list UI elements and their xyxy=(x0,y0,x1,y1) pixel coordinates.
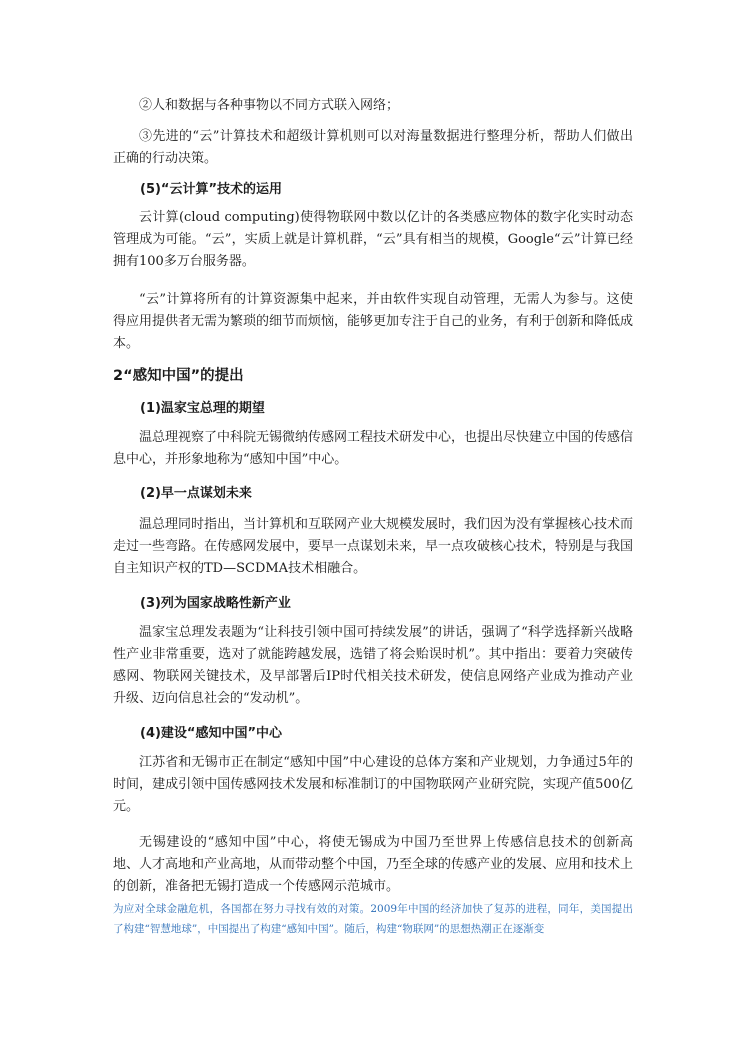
heading-cloud-computing: (5)“云计算”技术的运用 xyxy=(140,182,283,197)
paragraph-strategic-industry: 温家宝总理发表题为“让科技引领中国可持续发展”的讲话，强调了“科学选择新兴战略性产业非常重要，选对了就能跨越发展，选错了将会贻误时机”。其中指出：要着力突破传感网、物联网关键技术，及早部署后IP时代相关技术研发，使信息网络产业成为推动产业升级、迈向信息社会的“发动机”。 xyxy=(113,625,633,706)
heading-strategic-industry: (3)列为国家战略性新产业 xyxy=(140,596,291,611)
heading-premier-expectation: (1)温家宝总理的期望 xyxy=(140,401,265,416)
paragraph-cloud-management: “云”计算将所有的计算资源集中起来，并由软件实现自动管理，无需人为参与。这使得应用提供者无需为繁琐的细节而烦恼，能够更加专注于自己的业务，有利于创新和降低成本。 xyxy=(113,292,634,351)
paragraph-premier-visit: 温总理视察了中科院无锡微纳传感网工程技术研发中心，也提出尽快建立中国的传感信息中心，并形象地称为“感知中国”中心。 xyxy=(113,430,634,467)
paragraph-item-2: ②人和数据与各种事物以不同方式联入网络； xyxy=(139,98,400,113)
heading-build-center: (4)建设“感知中国”中心 xyxy=(140,726,283,741)
paragraph-wuxi-center: 无锡建设的“感知中国”中心，将使无锡成为中国乃至世界上传感信息技术的创新高地、人才高地和产业高地，从而带动整个中国，乃至全球的传感产业的发展、应用和技术上的创新，准备把无锡打造成一个传感网示范城市。 xyxy=(113,835,634,894)
heading-plan-future: (2)早一点谋划未来 xyxy=(140,486,252,501)
paragraph-plan-future: 温总理同时指出，当计算机和互联网产业大规模发展时，我们因为没有掌握核心技术而走过一些弯路。在传感网发展中，要早一点谋划未来，早一点攻破核心技术，特别是与我国自主知识产权的TD—SCDMA技术相融合。 xyxy=(113,517,634,576)
paragraph-jiangsu-plan: 江苏省和无锡市正在制定“感知中国”中心建设的总体方案和产业规划，力争通过5年的时间，建成引领中国传感网技术发展和标准制订的中国物联网产业研究院，实现产值500亿元。 xyxy=(113,755,633,814)
paragraph-item-3: ③先进的“云”计算技术和超级计算机则可以对海量数据进行整理分析，帮助人们做出正确的行动决策。 xyxy=(113,129,633,166)
footnote-text: 为应对全球金融危机，各国都在努力寻找有效的对策。2009年中国的经济加快了复苏的进程，同年，美国提出了构建“智慧地球”，中国提出了构建“感知中国”。随后，构建“物联网”的思想热潮正在逐渐变 xyxy=(113,903,633,935)
paragraph-cloud-definition: 云计算(cloud computing)使得物联网中数以亿计的各类感应物体的数字化实时动态管理成为可能。“云”，实质上就是计算机群，“云”具有相当的规模，Google“云”计算已经拥有100多万台服务器。 xyxy=(113,210,633,269)
section-title-sensing-china: 2“感知中国”的提出 xyxy=(113,368,244,384)
